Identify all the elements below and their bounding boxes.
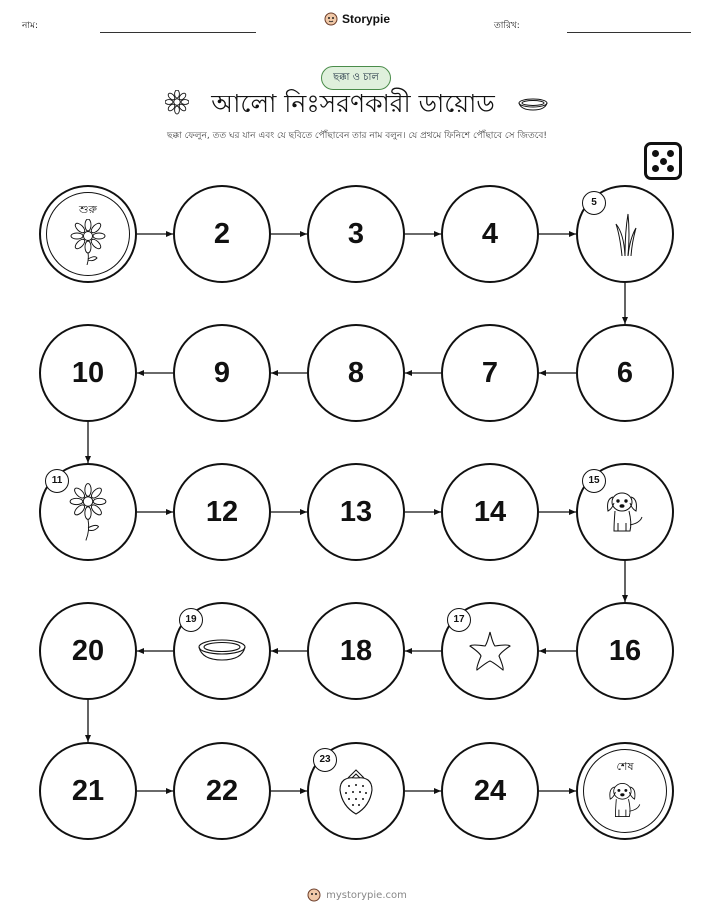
cell-number-badge: 11 (45, 469, 69, 493)
cell-number: 16 (608, 634, 642, 667)
cell-number: 13 (339, 495, 373, 528)
cell-number: 7 (481, 356, 499, 389)
cell-number: 20 (71, 634, 105, 667)
cell-number: 12 (205, 495, 239, 528)
cell-number: 24 (473, 774, 507, 807)
puppy-icon (602, 489, 648, 535)
board-cell-4[interactable] (441, 185, 539, 283)
starfish-icon (468, 630, 512, 672)
grass-icon (612, 212, 638, 256)
brand-name: Storypie (342, 12, 391, 26)
cell-number-badge: 17 (447, 608, 471, 632)
board-cell-8[interactable] (307, 324, 405, 422)
cell-number: 2 (213, 217, 231, 250)
title-text: আলো নিঃসরণকারী ডায়োড (211, 89, 495, 118)
cell-number: 8 (347, 356, 365, 389)
board-cell-12[interactable] (173, 463, 271, 561)
cell-number: 3 (347, 217, 365, 250)
finish-label: শেষ (616, 760, 634, 773)
start-label: শুরু (79, 203, 97, 216)
flower-icon (68, 483, 108, 541)
cell-number-badge: 15 (582, 469, 606, 493)
board-cell-20[interactable] (39, 602, 137, 700)
cell-number: 14 (473, 495, 507, 528)
board-cell-9[interactable] (173, 324, 271, 422)
cell-number: 4 (481, 217, 499, 250)
cell-number: 21 (71, 774, 105, 807)
board-cell-23[interactable] (307, 742, 405, 840)
cell-number: 10 (71, 356, 105, 389)
cell-number: 9 (213, 356, 231, 389)
board-cell-2[interactable] (173, 185, 271, 283)
board-cell-3[interactable] (307, 185, 405, 283)
storypie-mascot-icon (307, 888, 321, 902)
cell-number: 22 (205, 774, 239, 807)
board-cell-11[interactable] (39, 463, 137, 561)
board-cell-7[interactable] (441, 324, 539, 422)
board-cell-22[interactable] (173, 742, 271, 840)
board-cell-24[interactable] (441, 742, 539, 840)
game-type-badge: ছক্কা ও চাল (321, 66, 391, 90)
board-cell-finish[interactable] (576, 742, 674, 840)
board-cell-start[interactable] (39, 185, 137, 283)
cell-number: 6 (616, 356, 634, 389)
strawberry-icon (336, 766, 376, 816)
board-cell-15[interactable] (576, 463, 674, 561)
cell-number-badge: 19 (179, 608, 203, 632)
name-label: নাম: (22, 21, 39, 31)
board-cell-14[interactable] (441, 463, 539, 561)
board-cell-6[interactable] (576, 324, 674, 422)
board-cell-19[interactable] (173, 602, 271, 700)
board-cell-17[interactable] (441, 602, 539, 700)
board-cell-18[interactable] (307, 602, 405, 700)
cell-number: 18 (339, 634, 373, 667)
bowl-icon (196, 638, 248, 664)
board-cell-21[interactable] (39, 742, 137, 840)
board-cell-13[interactable] (307, 463, 405, 561)
board-cell-5[interactable] (576, 185, 674, 283)
footer-url[interactable]: mystorypie.com (326, 889, 407, 901)
date-label: তারিখ: (494, 21, 520, 31)
footer (0, 888, 714, 902)
board-cell-16[interactable] (576, 602, 674, 700)
instructions: ছক্কা ফেলুন, তত ঘর যান এবং যে ছবিতে পৌঁছাবেন তার নাম বলুন। যে প্রথমে ফিনিশে পৌঁছাবে সে জিতবে! (167, 131, 547, 141)
board-cell-10[interactable] (39, 324, 137, 422)
cell-number-badge: 5 (582, 191, 606, 215)
cell-number-badge: 23 (313, 748, 337, 772)
